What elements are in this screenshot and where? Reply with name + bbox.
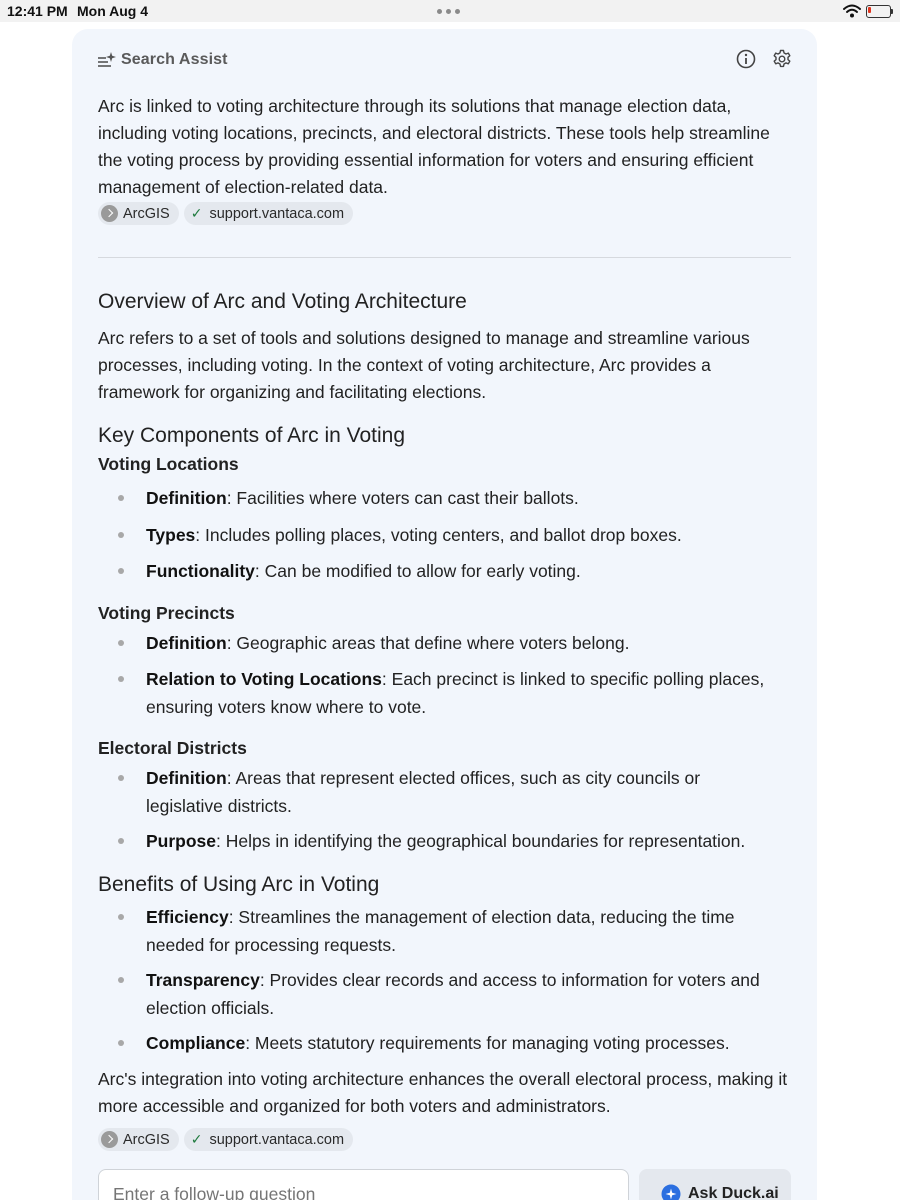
section-title: Voting Locations [98, 454, 239, 474]
wifi-icon [843, 4, 861, 18]
source-chips-top [98, 202, 353, 225]
section-title: Electoral Districts [98, 738, 247, 758]
source-label: support.vantaca.com [209, 1131, 345, 1148]
source-label: ArcGIS [123, 1131, 170, 1148]
benefits-heading: Benefits of Using Arc in Voting [98, 873, 380, 896]
followup-input[interactable] [98, 1169, 629, 1200]
ask-label: Ask Duck.ai [688, 1185, 779, 1200]
source-chip-arcgis[interactable] [98, 1128, 179, 1151]
conclusion-text: Arc's integration into voting architecture enhances the overall electoral process, making it more accessible and organized for both voters and administrators. [98, 1069, 788, 1116]
source-label: support.vantaca.com [209, 205, 345, 222]
source-label: ArcGIS [123, 205, 170, 222]
info-icon[interactable] [736, 49, 756, 69]
battery-icon [866, 5, 894, 18]
arc-chevron-icon [101, 205, 118, 222]
ask-duckai-button[interactable] [639, 1169, 791, 1200]
source-chip-arcgis[interactable] [98, 202, 179, 225]
arc-chevron-icon [101, 1131, 118, 1148]
overview-heading: Overview of Arc and Voting Architecture [98, 290, 467, 313]
status-date: Mon Aug 4 [77, 3, 149, 19]
card-title: Search Assist [121, 51, 228, 68]
sparkle-icon [97, 51, 117, 69]
gear-icon[interactable] [772, 49, 792, 69]
check-icon: ✓ [190, 205, 203, 221]
source-chip-vantaca[interactable] [184, 202, 353, 225]
duck-icon [661, 1184, 681, 1200]
section-title: Voting Precincts [98, 603, 235, 623]
status-bar [0, 0, 900, 22]
source-chip-vantaca[interactable] [184, 1128, 353, 1151]
divider [98, 257, 791, 258]
search-assist-card: Search Assist Arc is linked to voting architecture through its solutions that manage election data, including voting locations, precincts, and electoral districts. These tools help streamline the voting process by providing essential information for voters and ensuring efficient management of election-related data. ArcGIS ✓ support.vantaca.com Overview of Arc and Voting Architecture Arc refers to a set of tools and solutions designed to manage and streamline various processes, including voting. In the context of voting architecture, Arc provides a framework for organizing and facilitating elections. Key Components of Arc in Voting Voting Locations Definition: Facilities where voters can cast their ballots. Types: Includes polling places, voting centers, and ballot drop boxes. Functionality: Can be modified to allow for early voting. Voting Precincts Definition: Geographic areas that define where voters belong. Relation to Voting Locations: Each precinct is linked to specific polling places, ensuring voters know where to vote. Electoral Districts Definition: Areas that represent elected offices, such as city councils or legislative districts. Purpose: Helps in identifying the geographical boundaries for representation. Benefits of Using Arc in Voting Efficiency: Streamlines the management of election data, reducing the time needed for processing requests. Transparency: Provides clear records and access to information for voters and election officials. Compliance: Meets statutory requirements for managing voting processes. Arc's integration into voting architecture enhances the overall electoral process, making it more accessible and organized for both voters and administrators. ArcGIS ✓ support.vantaca.com Enter a follow-up question Ask Duck.ai [72, 29, 817, 1200]
card-header [97, 49, 228, 71]
status-time: 12:41 PM [7, 3, 68, 19]
components-heading: Key Components of Arc in Voting [98, 424, 406, 447]
source-chips-bottom [98, 1128, 353, 1151]
overview-body: Arc refers to a set of tools and solutions designed to manage and streamline various processes, including voting. In the context of voting architecture, Arc provides a framework for organizing and facilitating elections. [98, 328, 750, 402]
summary-text: Arc is linked to voting architecture through its solutions that manage election data, including voting locations, precincts, and electoral districts. These tools help streamline the voting process by providing essential information for voters and ensuring efficient management of election-related data. [98, 96, 770, 197]
multitasking-dots-icon[interactable] [437, 9, 460, 14]
check-icon: ✓ [190, 1131, 203, 1147]
